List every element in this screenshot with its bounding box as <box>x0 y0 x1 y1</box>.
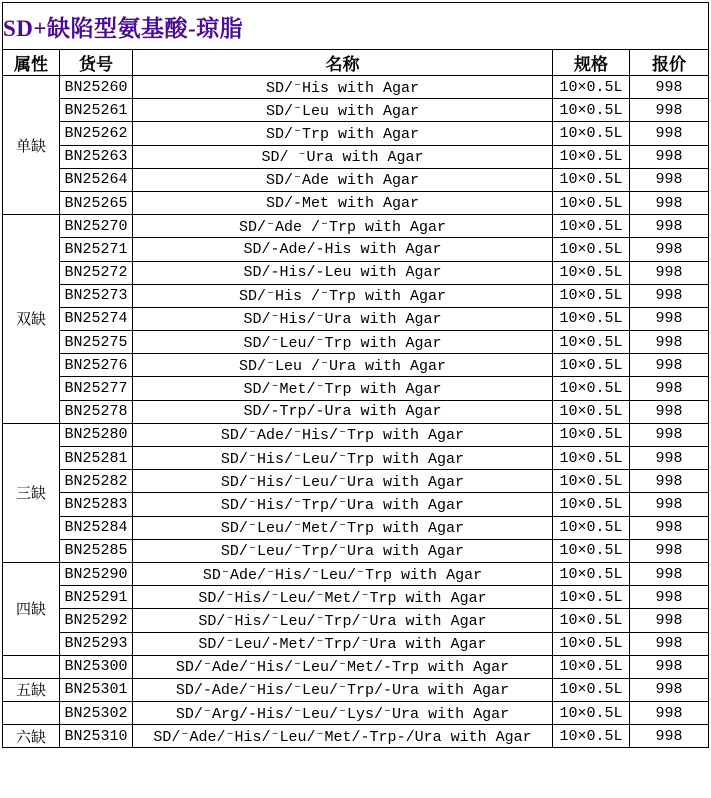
product-name-cell: SD/⁻Leu/⁻Met/⁻Trp with Agar <box>133 516 553 539</box>
table-row <box>3 423 709 446</box>
page-title: SD+缺陷型氨基酸-琼脂 <box>3 3 709 50</box>
item-code-cell: BN25282 <box>60 470 133 493</box>
price-cell: 998 <box>630 493 709 516</box>
spec-cell: 10×0.5L <box>553 586 630 609</box>
price-cell: 998 <box>630 678 709 701</box>
table-row <box>3 586 709 609</box>
table-row <box>3 678 709 701</box>
column-header-attribute: 属性 <box>3 50 60 76</box>
item-code-cell: BN25260 <box>60 76 133 99</box>
attribute-cell <box>3 655 60 678</box>
product-name-cell: SD/⁻Ade/⁻His/⁻Leu/⁻Met/-Trp with Agar <box>133 655 553 678</box>
price-cell: 998 <box>630 632 709 655</box>
product-table <box>2 2 709 748</box>
column-header-price: 报价 <box>630 50 709 76</box>
price-cell: 998 <box>630 76 709 99</box>
product-name-cell: SD/⁻Ade /⁻Trp with Agar <box>133 215 553 238</box>
price-cell: 998 <box>630 377 709 400</box>
spec-cell: 10×0.5L <box>553 447 630 470</box>
price-cell: 998 <box>630 191 709 214</box>
table-row <box>3 562 709 585</box>
table-row <box>3 76 709 99</box>
table-row <box>3 307 709 330</box>
table-row <box>3 609 709 632</box>
product-name-cell: SD/⁻Leu with Agar <box>133 99 553 122</box>
title-row <box>3 3 709 50</box>
column-header-name: 名称 <box>133 50 553 76</box>
price-cell: 998 <box>630 400 709 423</box>
table-row <box>3 145 709 168</box>
table-row <box>3 539 709 562</box>
spec-cell: 10×0.5L <box>553 122 630 145</box>
spec-cell: 10×0.5L <box>553 168 630 191</box>
spec-cell: 10×0.5L <box>553 76 630 99</box>
attribute-group-label: 双缺 <box>3 215 60 424</box>
spec-cell: 10×0.5L <box>553 725 630 748</box>
product-name-cell: SD/⁻His/⁻Ura with Agar <box>133 307 553 330</box>
product-name-cell: SD/⁻His/⁻Leu/⁻Trp/⁻Ura with Agar <box>133 609 553 632</box>
price-cell: 998 <box>630 122 709 145</box>
product-name-cell: SD/⁻His /⁻Trp with Agar <box>133 284 553 307</box>
price-cell: 998 <box>630 145 709 168</box>
price-cell: 998 <box>630 99 709 122</box>
table-row <box>3 261 709 284</box>
table-row <box>3 377 709 400</box>
table-row <box>3 470 709 493</box>
table-row <box>3 331 709 354</box>
price-cell: 998 <box>630 331 709 354</box>
item-code-cell: BN25281 <box>60 447 133 470</box>
price-cell: 998 <box>630 354 709 377</box>
product-name-cell: SD/⁻Trp with Agar <box>133 122 553 145</box>
table-row <box>3 122 709 145</box>
price-cell: 998 <box>630 215 709 238</box>
item-code-cell: BN25278 <box>60 400 133 423</box>
table-row <box>3 284 709 307</box>
item-code-cell: BN25271 <box>60 238 133 261</box>
product-name-cell: SD/⁻His/⁻Leu/⁻Met/⁻Trp with Agar <box>133 586 553 609</box>
item-code-cell: BN25270 <box>60 215 133 238</box>
item-code-cell: BN25310 <box>60 725 133 748</box>
item-code-cell: BN25302 <box>60 702 133 725</box>
product-name-cell: SD/⁻Arg/-His/⁻Leu/⁻Lys/⁻Ura with Agar <box>133 702 553 725</box>
item-code-cell: BN25293 <box>60 632 133 655</box>
attribute-group-label: 三缺 <box>3 423 60 562</box>
table-row <box>3 702 709 725</box>
product-name-cell: SD/ ⁻Ura with Agar <box>133 145 553 168</box>
table-row <box>3 238 709 261</box>
table-row <box>3 99 709 122</box>
item-code-cell: BN25300 <box>60 655 133 678</box>
product-name-cell: SD/-His/-Leu with Agar <box>133 261 553 284</box>
spec-cell: 10×0.5L <box>553 400 630 423</box>
price-cell: 998 <box>630 539 709 562</box>
table-row <box>3 493 709 516</box>
table-row <box>3 655 709 678</box>
price-cell: 998 <box>630 655 709 678</box>
table-row <box>3 400 709 423</box>
price-cell: 998 <box>630 562 709 585</box>
spec-cell: 10×0.5L <box>553 655 630 678</box>
item-code-cell: BN25291 <box>60 586 133 609</box>
spec-cell: 10×0.5L <box>553 470 630 493</box>
item-code-cell: BN25264 <box>60 168 133 191</box>
product-name-cell: SD/-Trp/-Ura with Agar <box>133 400 553 423</box>
table-row <box>3 447 709 470</box>
product-name-cell: SD/⁻Leu/⁻Trp/⁻Ura with Agar <box>133 539 553 562</box>
spec-cell: 10×0.5L <box>553 307 630 330</box>
spec-cell: 10×0.5L <box>553 238 630 261</box>
item-code-cell: BN25272 <box>60 261 133 284</box>
product-name-cell: SD/⁻Met/⁻Trp with Agar <box>133 377 553 400</box>
product-name-cell: SD/-Ade/-His with Agar <box>133 238 553 261</box>
spec-cell: 10×0.5L <box>553 609 630 632</box>
spec-cell: 10×0.5L <box>553 423 630 446</box>
spec-cell: 10×0.5L <box>553 377 630 400</box>
item-code-cell: BN25292 <box>60 609 133 632</box>
product-name-cell: SD/⁻Ade/⁻His/⁻Trp with Agar <box>133 423 553 446</box>
header-row <box>3 50 709 76</box>
table-row <box>3 191 709 214</box>
item-code-cell: BN25261 <box>60 99 133 122</box>
price-cell: 998 <box>630 447 709 470</box>
price-cell: 998 <box>630 284 709 307</box>
item-code-cell: BN25276 <box>60 354 133 377</box>
spec-cell: 10×0.5L <box>553 562 630 585</box>
spec-cell: 10×0.5L <box>553 702 630 725</box>
item-code-cell: BN25290 <box>60 562 133 585</box>
column-header-item-code: 货号 <box>60 50 133 76</box>
attribute-group-label: 单缺 <box>3 76 60 215</box>
item-code-cell: BN25274 <box>60 307 133 330</box>
product-name-cell: SD/⁻Leu/-Met/⁻Trp/⁻Ura with Agar <box>133 632 553 655</box>
price-cell: 998 <box>630 261 709 284</box>
spec-cell: 10×0.5L <box>553 493 630 516</box>
product-name-cell: SD/⁻Leu /⁻Ura with Agar <box>133 354 553 377</box>
spec-cell: 10×0.5L <box>553 516 630 539</box>
spec-cell: 10×0.5L <box>553 331 630 354</box>
item-code-cell: BN25280 <box>60 423 133 446</box>
item-code-cell: BN25275 <box>60 331 133 354</box>
product-name-cell: SD/⁻Leu/⁻Trp with Agar <box>133 331 553 354</box>
price-cell: 998 <box>630 725 709 748</box>
price-cell: 998 <box>630 586 709 609</box>
product-name-cell: SD/⁻His/⁻Leu/⁻Ura with Agar <box>133 470 553 493</box>
item-code-cell: BN25283 <box>60 493 133 516</box>
product-name-cell: SD/⁻His/⁻Leu/⁻Trp with Agar <box>133 447 553 470</box>
price-cell: 998 <box>630 702 709 725</box>
item-code-cell: BN25285 <box>60 539 133 562</box>
attribute-cell: 五缺 <box>3 678 60 701</box>
product-name-cell: SD/⁻Ade/⁻His/⁻Leu/⁻Met/-Trp-/Ura with Agar <box>133 725 553 748</box>
table-row <box>3 354 709 377</box>
table-row <box>3 516 709 539</box>
product-name-cell: SD/-Ade/⁻His/⁻Leu/⁻Trp/-Ura with Agar <box>133 678 553 701</box>
product-name-cell: SD/⁻His/⁻Trp/⁻Ura with Agar <box>133 493 553 516</box>
item-code-cell: BN25277 <box>60 377 133 400</box>
spec-cell: 10×0.5L <box>553 678 630 701</box>
item-code-cell: BN25262 <box>60 122 133 145</box>
item-code-cell: BN25301 <box>60 678 133 701</box>
table-row <box>3 725 709 748</box>
price-cell: 998 <box>630 470 709 493</box>
attribute-cell <box>3 702 60 725</box>
price-cell: 998 <box>630 307 709 330</box>
table-body <box>3 3 709 748</box>
product-name-cell: SD/⁻His with Agar <box>133 76 553 99</box>
table-row <box>3 168 709 191</box>
attribute-group-label: 六缺 <box>3 725 60 748</box>
price-cell: 998 <box>630 423 709 446</box>
spec-cell: 10×0.5L <box>553 261 630 284</box>
item-code-cell: BN25273 <box>60 284 133 307</box>
spec-cell: 10×0.5L <box>553 632 630 655</box>
spec-cell: 10×0.5L <box>553 191 630 214</box>
item-code-cell: BN25263 <box>60 145 133 168</box>
spec-cell: 10×0.5L <box>553 284 630 307</box>
spec-cell: 10×0.5L <box>553 539 630 562</box>
price-cell: 998 <box>630 516 709 539</box>
table-row <box>3 632 709 655</box>
item-code-cell: BN25265 <box>60 191 133 214</box>
table-row <box>3 215 709 238</box>
spec-cell: 10×0.5L <box>553 354 630 377</box>
product-name-cell: SD/-Met with Agar <box>133 191 553 214</box>
spec-cell: 10×0.5L <box>553 215 630 238</box>
price-cell: 998 <box>630 609 709 632</box>
column-header-spec: 规格 <box>553 50 630 76</box>
item-code-cell: BN25284 <box>60 516 133 539</box>
price-cell: 998 <box>630 168 709 191</box>
price-cell: 998 <box>630 238 709 261</box>
product-name-cell: SD/⁻Ade with Agar <box>133 168 553 191</box>
spec-cell: 10×0.5L <box>553 145 630 168</box>
spec-cell: 10×0.5L <box>553 99 630 122</box>
attribute-group-label: 四缺 <box>3 562 60 655</box>
product-name-cell: SD⁻Ade/⁻His/⁻Leu/⁻Trp with Agar <box>133 562 553 585</box>
